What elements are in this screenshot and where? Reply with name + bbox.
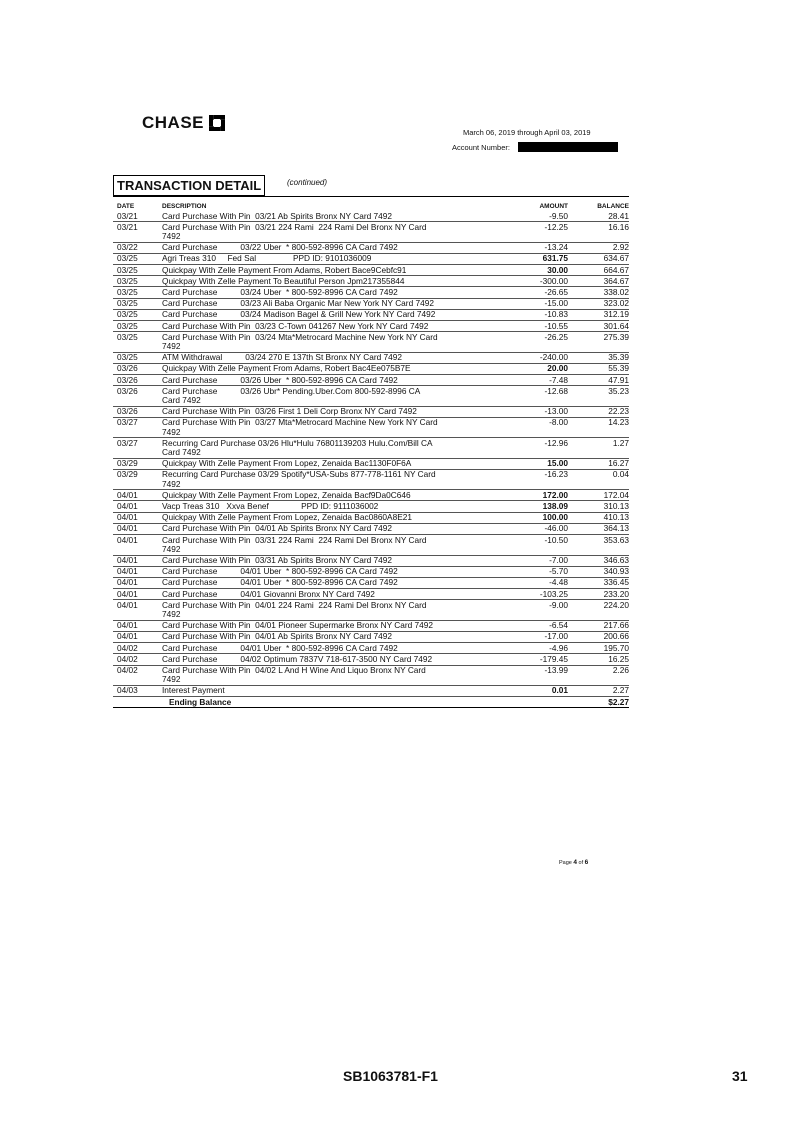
page-of: of [578,860,584,866]
row-amount: -6.54 [549,620,568,631]
row-amount: 0.01 [551,685,568,696]
row-amount: -9.00 [549,599,568,610]
row-description: Card Purchase With Pin 03/21 224 Rami 224 Rami Del Bronx NY Card 7492 [162,221,427,241]
row-balance: 301.64 [603,320,629,331]
row-date: 03/25 [117,286,138,297]
row-amount: -240.00 [539,352,568,363]
row-balance: 35.23 [608,385,629,396]
table-row [113,470,629,490]
row-balance: 0.04 [612,469,629,480]
row-amount: -26.25 [544,331,568,342]
row-balance: 16.16 [608,221,629,232]
row-balance: 364.67 [603,275,629,286]
table-row [113,287,629,298]
row-balance: 323.02 [603,298,629,309]
row-amount: -13.99 [544,665,568,676]
row-date: 03/25 [117,352,138,363]
row-balance: 28.41 [608,210,629,221]
row-date: 04/01 [117,534,138,545]
row-date: 04/01 [117,523,138,534]
row-description: Agri Treas 310 Fed Sal PPD ID: 9101036009 [162,253,372,264]
row-description: Interest Payment [162,685,225,696]
ending-balance-value: $2.27 [608,697,629,708]
row-amount: -12.68 [544,385,568,396]
row-date: 03/26 [117,385,138,396]
row-date: 03/22 [117,242,138,253]
row-description: Quickpay With Zelle Payment From Adams, Robert Bac4Ee075B7E [162,363,411,374]
row-amount: -15.00 [544,298,568,309]
row-amount: -16.23 [544,469,568,480]
row-amount: -300.00 [539,275,568,286]
row-amount: -7.00 [549,555,568,565]
row-description: Quickpay With Zelle Payment From Adams, Robert Bace9Cebfc91 [162,264,407,275]
row-balance: 172.04 [603,489,629,500]
row-amount: -13.24 [544,242,568,253]
row-balance: 233.20 [603,588,629,599]
row-description: Card Purchase With Pin 04/01 224 Rami 224 Rami Del Bronx NY Card 7492 [162,599,427,620]
row-balance: 200.66 [603,631,629,642]
table-row [113,600,629,620]
row-amount: -26.65 [544,286,568,297]
table-row [113,353,629,364]
row-description: Quickpay With Zelle Payment From Lopez, Zenaida Bacf9Da0C646 [162,489,411,500]
row-date: 03/21 [117,221,138,232]
row-amount: -10.83 [544,309,568,320]
row-description: Card Purchase With Pin 03/23 C-Town 041267 New York NY Card 7492 [162,320,429,331]
row-date: 03/26 [117,363,138,374]
table-row [113,632,629,643]
table-row [113,364,629,375]
table-row [113,310,629,321]
row-date: 03/27 [117,437,138,448]
row-description: Recurring Card Purchase 03/29 Spotify*USA-Subs 877-778-1161 NY Card 7492 [162,469,436,489]
row-balance: 312.19 [603,309,629,320]
row-date: 03/25 [117,298,138,309]
row-balance: 47.91 [608,374,629,385]
row-date: 04/01 [117,512,138,523]
row-date: 03/25 [117,253,138,264]
account-number-redaction [518,142,618,152]
row-description: Card Purchase With Pin 04/02 L And H Wine And Liquo Bronx NY Card 7492 [162,665,426,685]
account-number-label: Account Number: [452,142,510,152]
row-amount: -4.48 [549,577,568,588]
row-amount: -9.50 [549,210,568,221]
row-description: Card Purchase With Pin 03/26 First 1 Deli Corp Bronx NY Card 7492 [162,406,417,417]
row-date: 03/25 [117,264,138,275]
section-rule [113,196,629,197]
row-date: 04/01 [117,489,138,500]
table-row [113,686,629,697]
row-amount: -5.70 [549,566,568,577]
row-description: Card Purchase With Pin 03/27 Mta*Metrocard Machine New York NY Card 7492 [162,417,438,437]
row-date: 03/26 [117,406,138,417]
row-amount: -13.00 [544,406,568,417]
table-row [113,501,629,512]
row-description: Card Purchase 04/01 Uber * 800-592-8996 CA Card 7492 [162,642,398,653]
row-balance: 14.23 [608,417,629,428]
row-date: 04/02 [117,642,138,653]
row-amount: -8.00 [549,417,568,428]
row-description: Card Purchase 03/22 Uber * 800-592-8996 CA Card 7492 [162,242,398,253]
table-row [113,386,629,406]
row-date: 03/25 [117,320,138,331]
col-description-header: DESCRIPTION [162,203,207,210]
row-description: Card Purchase 04/01 Giovanni Bronx NY Card 7492 [162,588,375,599]
row-date: 04/01 [117,631,138,642]
section-continued: (continued) [287,178,328,187]
transaction-table [113,200,629,708]
table-row [113,459,629,470]
row-balance: 55.39 [608,363,629,374]
chase-logo [142,113,225,133]
row-balance: 1.27 [612,437,629,448]
col-balance-header: BALANCE [597,203,629,210]
table-row [113,621,629,632]
logo-text: CHASE [142,113,205,132]
row-date: 03/26 [117,374,138,385]
row-amount: -7.48 [549,374,568,385]
row-balance: 310.13 [603,500,629,511]
ending-balance-label: Ending Balance [169,697,232,708]
table-row [113,666,629,686]
row-description: Card Purchase With Pin 04/01 Pioneer Supermarke Bronx NY Card 7492 [162,620,434,631]
row-date: 04/01 [117,577,138,588]
row-amount: 138.09 [542,500,568,511]
table-row [113,211,629,222]
row-date: 03/25 [117,309,138,320]
row-balance: 2.92 [612,242,629,253]
page-indicator [559,859,588,866]
table-row [113,654,629,665]
table-row [113,321,629,332]
table-row [113,556,629,567]
row-balance: 340.93 [603,566,629,577]
row-date: 04/01 [117,620,138,631]
table-row [113,589,629,600]
row-balance: 410.13 [603,512,629,523]
row-date: 04/01 [117,555,138,565]
page-prefix: Page [559,860,572,866]
row-balance: 338.02 [603,286,629,297]
table-row [113,513,629,524]
row-amount: 100.00 [542,512,568,523]
row-description: Card Purchase With Pin 04/01 Ab Spirits Bronx NY Card 7492 [162,523,392,534]
row-description: Recurring Card Purchase 03/26 Hlu*Hulu 76801139203 Hulu.Com/Bill CA Card 7492 [162,437,433,457]
table-row [113,254,629,265]
row-balance: 16.27 [608,458,629,469]
table-row [113,299,629,310]
row-amount: -12.96 [544,437,568,448]
ending-spacer [113,697,162,707]
row-description: Quickpay With Zelle Payment From Lopez, Zenaida Bac1130F0F6A [162,458,412,469]
row-amount: -46.00 [544,523,568,534]
row-balance: 217.66 [603,620,629,631]
table-row [113,243,629,254]
row-description: Card Purchase 03/26 Ubr* Pending.Uber.Com 800-592-8996 CA Card 7492 [162,385,421,405]
row-description: Quickpay With Zelle Payment To Beautiful Person Jpm217355844 [162,275,405,286]
table-row [113,567,629,578]
section-title: TRANSACTION DETAIL [113,175,265,196]
account-number [452,142,618,152]
table-header [113,200,629,210]
row-amount: -10.50 [544,534,568,545]
row-description: Card Purchase With Pin 03/24 Mta*Metrocard Machine New York NY Card 7492 [162,331,438,351]
row-balance: 22.23 [608,406,629,417]
row-balance: 2.27 [612,685,629,696]
table-row [113,332,629,352]
row-date: 03/25 [117,331,138,342]
row-amount: 631.75 [542,253,568,264]
row-date: 04/01 [117,588,138,599]
row-date: 04/03 [117,685,138,696]
row-balance: 195.70 [603,642,629,653]
row-amount: 15.00 [547,458,568,469]
row-date: 03/29 [117,458,138,469]
table-row [113,375,629,386]
row-balance: 353.63 [603,534,629,545]
row-description: Card Purchase 04/01 Uber * 800-592-8996 CA Card 7492 [162,566,398,577]
row-balance: 634.67 [603,253,629,264]
row-balance: 346.63 [603,555,629,565]
table-row [113,578,629,589]
page-current: 4 [573,859,578,866]
row-date: 04/01 [117,599,138,610]
row-balance: 275.39 [603,331,629,342]
ending-spacer-amount [492,697,568,707]
table-row [113,222,629,242]
footer-document-id: SB1063781-F1 [343,1068,438,1084]
row-balance: 224.20 [603,599,629,610]
row-balance: 336.45 [603,577,629,588]
transaction-rows [113,211,629,697]
page-total: 6 [584,859,589,866]
row-amount: -17.00 [544,631,568,642]
row-description: Card Purchase 03/23 Ali Baba Organic Mar New York NY Card 7492 [162,298,434,309]
row-description: Card Purchase 04/01 Uber * 800-592-8996 CA Card 7492 [162,577,398,588]
row-date: 04/02 [117,665,138,676]
row-amount: 30.00 [547,264,568,275]
row-description: Quickpay With Zelle Payment From Lopez, Zenaida Bac0860A8E21 [162,512,412,523]
row-description: Card Purchase 03/24 Madison Bagel & Grill New York NY Card 7492 [162,309,436,320]
table-row [113,407,629,418]
row-amount: -179.45 [539,653,568,664]
col-date-header: DATE [117,203,135,210]
row-balance: 364.13 [603,523,629,534]
row-description: Card Purchase With Pin 03/31 224 Rami 224 Rami Del Bronx NY Card 7492 [162,534,427,554]
row-date: 03/27 [117,417,138,428]
row-amount: -12.25 [544,221,568,232]
table-row [113,438,629,458]
table-row [113,418,629,438]
row-description: Card Purchase 03/24 Uber * 800-592-8996 CA Card 7492 [162,286,398,297]
row-description: Card Purchase With Pin 04/01 Ab Spirits Bronx NY Card 7492 [162,631,392,642]
table-row [113,535,629,555]
row-amount: -10.55 [544,320,568,331]
chase-octagon-icon [209,115,225,131]
row-amount: -4.96 [549,642,568,653]
row-amount: -103.25 [539,588,568,599]
row-description: Card Purchase With Pin 03/31 Ab Spirits Bronx NY Card 7492 [162,555,392,565]
row-balance: 35.39 [608,352,629,363]
row-description: Vacp Treas 310 Xxva Benef PPD ID: 9111036002 [162,500,379,511]
table-row [113,276,629,287]
row-description: Card Purchase 03/26 Uber * 800-592-8996 CA Card 7492 [162,374,398,385]
table-row [113,490,629,501]
table-row [113,643,629,654]
row-description: Card Purchase With Pin 03/21 Ab Spirits Bronx NY Card 7492 [162,210,392,221]
statement-period: March 06, 2019 through April 03, 2019 [463,128,591,137]
row-description: Card Purchase 04/02 Optimum 7837V 718-617-3500 NY Card 7492 [162,653,433,664]
col-amount-header: AMOUNT [539,203,568,210]
table-row [113,265,629,276]
row-date: 04/02 [117,653,138,664]
ending-balance-row [113,697,629,708]
row-date: 04/01 [117,566,138,577]
row-amount: 20.00 [547,363,568,374]
row-date: 03/25 [117,275,138,286]
row-date: 03/21 [117,210,138,221]
row-balance: 16.25 [608,653,629,664]
table-row [113,524,629,535]
row-description: ATM Withdrawal 03/24 270 E 137th St Bronx NY Card 7492 [162,352,402,363]
row-date: 04/01 [117,500,138,511]
row-date: 03/29 [117,469,138,480]
footer-page-number: 31 [732,1068,748,1084]
row-balance: 664.67 [603,264,629,275]
row-amount: 172.00 [542,489,568,500]
row-balance: 2.26 [612,665,629,676]
